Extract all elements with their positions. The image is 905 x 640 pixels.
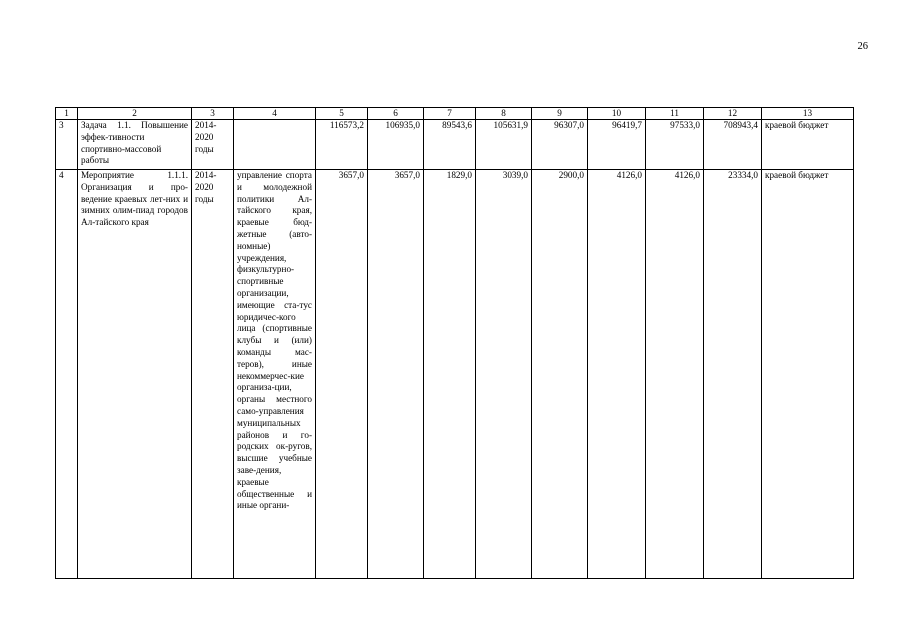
budget-table [55,107,854,579]
header-cell: 9 [532,108,588,120]
header-cell: 1 [56,108,78,120]
header-cell: 12 [704,108,762,120]
amount-total-cell: 708943,4 [704,120,762,170]
amount-cell: 2900,0 [532,170,588,579]
amount-cell: 106935,0 [368,120,424,170]
amount-cell: 4126,0 [588,170,646,579]
amount-cell: 97533,0 [646,120,704,170]
row-name: Задача 1.1. Повышение эффек-тивности спортивно-массовой работы [78,120,192,170]
table-row-event [56,170,854,579]
row-name: Мероприятие 1.1.1. Организация и про-ведение краевых лет-них и зимних олим-пиад городов Ал-тайского края [78,170,192,579]
header-row [56,108,854,120]
header-cell: 8 [476,108,532,120]
funding-source: краевой бюджет [762,170,854,579]
header-cell: 7 [424,108,476,120]
header-cell: 4 [234,108,316,120]
row-number: 3 [56,120,78,170]
amount-cell: 3657,0 [368,170,424,579]
row-number: 4 [56,170,78,579]
header-cell: 5 [316,108,368,120]
amount-cell: 116573,2 [316,120,368,170]
row-executor: управление спорта и молодежной политики Ал-тайского края, краевые бюд-жетные (авто-номные) учреждения, физкультурно-спортивные организации, имеющие ста-тус юридичес-кого лица (спортивные клубы и (или) команды мас-теров), иные некоммерчес-кие организа-ции, органы местного само-управления муниципальных районов и го-родских ок-ругов, высшие учебные заве-дения, краевые общественные и иные органи- [234,170,316,579]
header-cell: 10 [588,108,646,120]
amount-cell: 4126,0 [646,170,704,579]
amount-cell: 89543,6 [424,120,476,170]
header-cell: 13 [762,108,854,120]
header-cell: 3 [192,108,234,120]
row-executor [234,120,316,170]
amount-cell: 96307,0 [532,120,588,170]
row-period: 2014-2020 годы [192,170,234,579]
amount-cell: 3657,0 [316,170,368,579]
amount-cell: 1829,0 [424,170,476,579]
header-cell: 6 [368,108,424,120]
table-row-task [56,120,854,170]
header-cell: 2 [78,108,192,120]
page-number: 26 [857,41,868,52]
amount-cell: 3039,0 [476,170,532,579]
amount-cell: 105631,9 [476,120,532,170]
amount-total-cell: 23334,0 [704,170,762,579]
amount-cell: 96419,7 [588,120,646,170]
funding-source: краевой бюджет [762,120,854,170]
header-cell: 11 [646,108,704,120]
row-period: 2014-2020 годы [192,120,234,170]
